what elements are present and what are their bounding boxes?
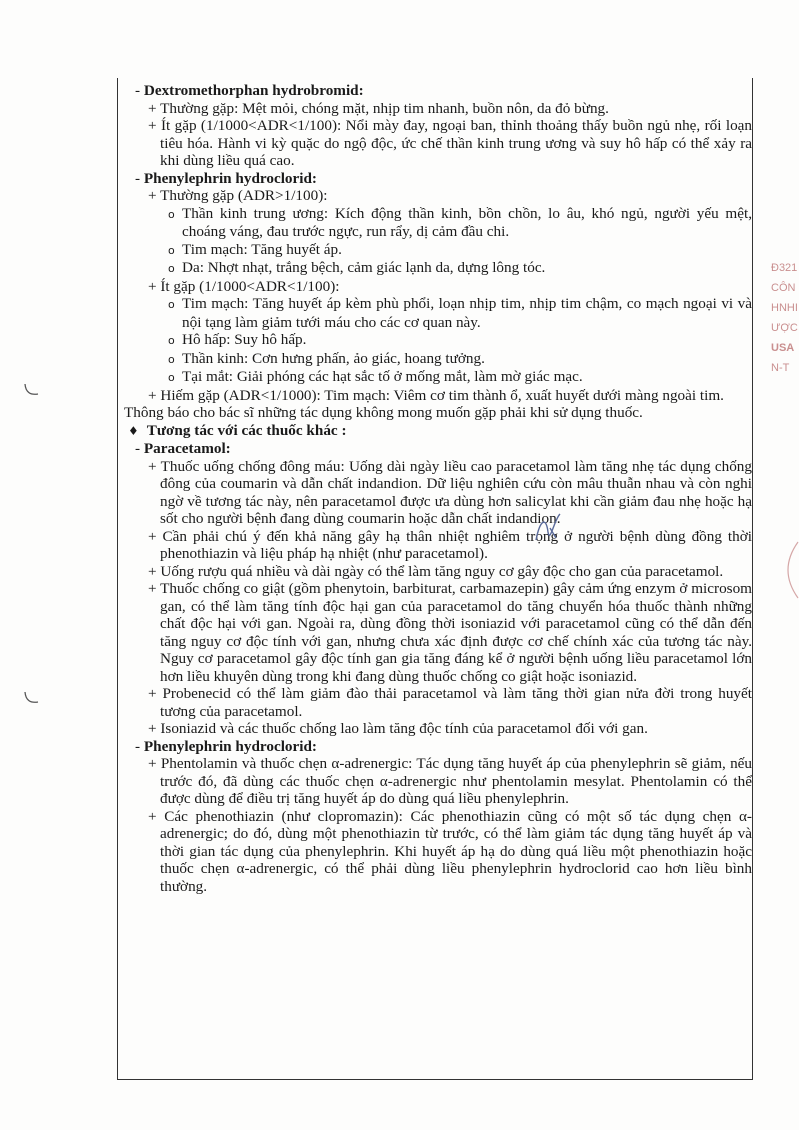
stamp-line: ƯỢC xyxy=(771,322,798,334)
dash-mark: - xyxy=(135,169,141,187)
dash-mark: - xyxy=(135,737,141,755)
stamp-line: USA xyxy=(771,342,795,354)
bullet-icon: o xyxy=(168,207,175,221)
list-item: o Thần kinh trung ương: Kích động thần kinh, bồn chồn, lo âu, khó ngủ, người yếu mệt, choáng váng, đau trước ngực, run rẩy, dị cảm đầu chi. xyxy=(168,204,752,240)
margin-bracket-mark xyxy=(22,380,42,400)
dash-mark: - xyxy=(135,440,141,457)
list-item: o Tim mạch: Tăng huyết áp. xyxy=(168,240,342,258)
stamp-line: N-T xyxy=(771,362,790,374)
list-item: + Probenecid có thể làm giảm đào thải paracetamol và làm tăng thời gian nửa đời trong huyết tương của paracetamol. xyxy=(148,685,752,720)
list-item: o Tại mắt: Giải phóng các hạt sắc tố ở mống mắt, làm mờ giác mạc. xyxy=(168,368,583,385)
list-item: o Tim mạch: Tăng huyết áp kèm phù phổi, loạn nhịp tim, nhịp tim chậm, co mạch ngoại vi và nội tạng làm giảm tưới máu cho các cơ quan này. xyxy=(168,295,752,331)
stamp-line: Đ321 xyxy=(771,262,798,274)
bullet-icon: o xyxy=(168,243,175,257)
section-phenylephrin-interactions xyxy=(124,738,752,756)
diamond-icon: ♦ xyxy=(128,423,139,438)
signature-mark xyxy=(530,510,570,550)
list-item: + Cần phải chú ý đến khả năng gây hạ thân nhiệt nghiêm trọng ở người bệnh dùng đồng thời phenothiazin và liệu pháp hạ nhiệt (như paracetamol). xyxy=(148,527,752,562)
list-item: o Da: Nhợt nhạt, trắng bệch, cảm giác lạnh da, dựng lông tóc. xyxy=(168,259,546,276)
list-item: + Thuốc uống chống đông máu: Uống dài ngày liều cao paracetamol làm tăng nhẹ tác dụng chống đông của coumarin và dẫn chất indandion. Dữ liệu nghiên cứu còn mâu thuẫn nhau và còn nghi ngờ về tương tác này, nên paracetamol được ưa dùng hơn salicylat khi cần giảm đau nhẹ hoặc hạ sốt cho người bệnh đang dùng coumarin hoặc dẫn chất indandion. xyxy=(148,457,752,527)
list-item: + Thuốc chống co giật (gồm phenytoin, barbiturat, carbamazepin) gây cảm ứng enzym ở microsom gan, có thể làm tăng tính độc hại gan của paracetamol do tăng chuyển hóa thuốc thành những chất độc hại với gan. Ngoài ra, dùng đồng thời isoniazid với paracetamol cũng có thể dẫn đến tăng nguy cơ độc tính với gan, nhưng chưa xác định được cơ chế chính xác của tương tác này. Nguy cơ paracetamol gây độc tính gan gia tăng đáng kể ở người bệnh uống liều paracetamol lớn hơn liều khuyên dùng trong khi đang dùng thuốc chống co giật hoặc isoniazid. xyxy=(148,580,752,685)
bullet-icon: o xyxy=(168,352,175,366)
list-item: + Isoniazid và các thuốc chống lao làm tăng độc tính của paracetamol đối với gan. xyxy=(148,720,648,737)
list-item-rare: + Hiếm gặp (ADR<1/1000): Tim mạch: Viêm cơ tim thành ổ, xuất huyết dưới màng ngoài tim. xyxy=(148,386,724,404)
bullet-icon: o xyxy=(168,334,175,347)
notice-text: Thông báo cho bác sĩ những tác dụng không mong muốn gặp phải khi sử dụng thuốc. xyxy=(124,404,643,421)
document-body xyxy=(124,82,752,895)
subheading-uncommon: + Ít gặp (1/1000<ADR<1/100): xyxy=(148,277,340,295)
list-item: + Các phenothiazin (như clopromazin): Các phenothiazin cũng có một số tác dụng chẹn α-adrenergic; do đó, dùng một phenothiazin từ trước, có thể làm giảm tác dụng tăng huyết áp và thời gian tác dụng của phenylephrin. Khi huyết áp hạ do dùng quá liều một phenothiazin hoặc thuốc chẹn α-adrenergic, có thể phải dùng liều phenylephrin hydroclorid cao hơn liều bình thường. xyxy=(148,807,752,895)
section-title: Dextromethorphan hydrobromid: xyxy=(143,82,364,99)
stamp-line: CÔN xyxy=(771,282,796,294)
list-item: + Ít gặp (1/1000<ADR<1/100): Nổi mày đay, ngoại ban, thỉnh thoảng thấy buồn ngủ nhẹ, rối loạn tiêu hóa. Hành vi kỳ quặc do ngộ độc, ức chế thần kinh trung ương và suy hô hấp có thể xảy ra khi dùng liều quá cao. xyxy=(148,117,752,169)
section-title: Phenylephrin hydroclorid: xyxy=(143,737,317,755)
stamp-arc xyxy=(772,540,799,600)
interactions-heading xyxy=(124,422,752,441)
section-title: Paracetamol: xyxy=(143,440,231,457)
list-item: + Phentolamin và thuốc chẹn α-adrenergic: Tác dụng tăng huyết áp của phenylephrin sẽ giảm, nếu trước đó, đã dùng các thuốc chẹn α-adrenergic như phentolamin mesylat. Phentolamin có thể được dùng để điều trị tăng huyết áp do dùng quá liều phenylephrin. xyxy=(148,755,752,807)
list-item: + Uống rượu quá nhiều và dài ngày có thể làm tăng nguy cơ gây độc cho gan của paracetamol. xyxy=(148,562,724,580)
bullet-icon: o xyxy=(168,262,175,275)
dash-mark: - xyxy=(135,82,141,99)
list-item: o Hô hấp: Suy hô hấp. xyxy=(168,331,307,348)
bullet-icon: o xyxy=(168,298,175,311)
section-title: Phenylephrin hydroclorid: xyxy=(143,169,317,187)
list-item: + Thường gặp: Mệt mỏi, chóng mặt, nhịp tim nhanh, buồn nôn, da đỏ bừng. xyxy=(148,99,609,117)
margin-bracket-mark xyxy=(22,688,42,708)
subheading-common: + Thường gặp (ADR>1/100): xyxy=(148,187,328,204)
stamp-line: HNHI xyxy=(771,302,798,314)
section-dextromethorphan xyxy=(124,82,752,100)
stamp-partial xyxy=(771,258,799,418)
section-paracetamol xyxy=(124,440,752,458)
list-item: o Thần kinh: Cơn hưng phấn, ảo giác, hoang tưởng. xyxy=(168,349,485,367)
heading-text: Tương tác với các thuốc khác : xyxy=(146,421,347,439)
section-phenylephrin-adr xyxy=(124,170,752,188)
bullet-icon: o xyxy=(168,371,175,384)
